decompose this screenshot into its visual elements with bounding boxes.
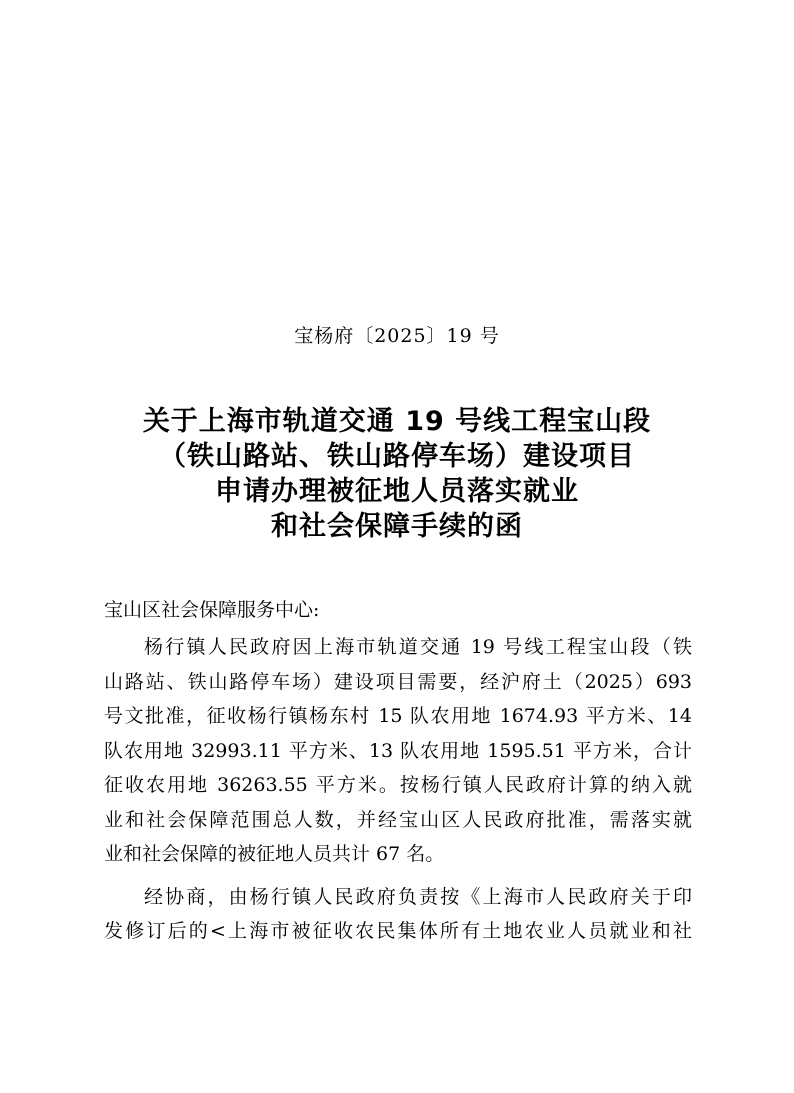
document-number: 宝杨府〔2025〕19 号: [294, 325, 500, 347]
paragraph-line: 队农用地 32993.11 平方米、13 队农用地 1595.51 平方米，合计: [104, 739, 692, 762]
document-title: [0, 404, 794, 544]
document-body: [104, 594, 692, 957]
title-line: 和社会保障手续的函: [271, 511, 523, 542]
paragraph-line: 经协商，由杨行镇人民政府负责按《上海市人民政府关于印: [144, 885, 692, 908]
paragraph-line: 业和社会保障范围总人数，并经宝山区人民政府批准，需落实就: [104, 808, 692, 831]
paragraph-line: 杨行镇人民政府因上海市轨道交通 19 号线工程宝山段（铁: [144, 636, 692, 658]
title-line: 申请办理被征地人员落实就业: [215, 476, 579, 507]
paragraph-line: 发修订后的<上海市被征收农民集体所有土地农业人员就业和社: [104, 920, 692, 942]
paragraph-line: 号文批准，征收杨行镇杨东村 15 队农用地 1674.93 平方米、14: [104, 705, 692, 727]
paragraph-line: 业和社会保障的被征地人员共计 67 名。: [104, 843, 445, 865]
title-line: （铁山路站、铁山路停车场）建设项目: [159, 441, 635, 472]
paragraph-negotiation: [104, 880, 692, 949]
title-line: 关于上海市轨道交通 19 号线工程宝山段: [142, 406, 652, 437]
paragraph-line: 山路站、铁山路停车场）建设项目需要，经沪府土（2025）693: [104, 670, 692, 693]
paragraph-line: 征收农用地 36263.55 平方米。按杨行镇人民政府计算的纳入就: [104, 774, 692, 796]
recipient-salutation: 宝山区社会保障服务中心:: [104, 599, 320, 621]
paragraph-land-acquisition: [104, 630, 692, 872]
